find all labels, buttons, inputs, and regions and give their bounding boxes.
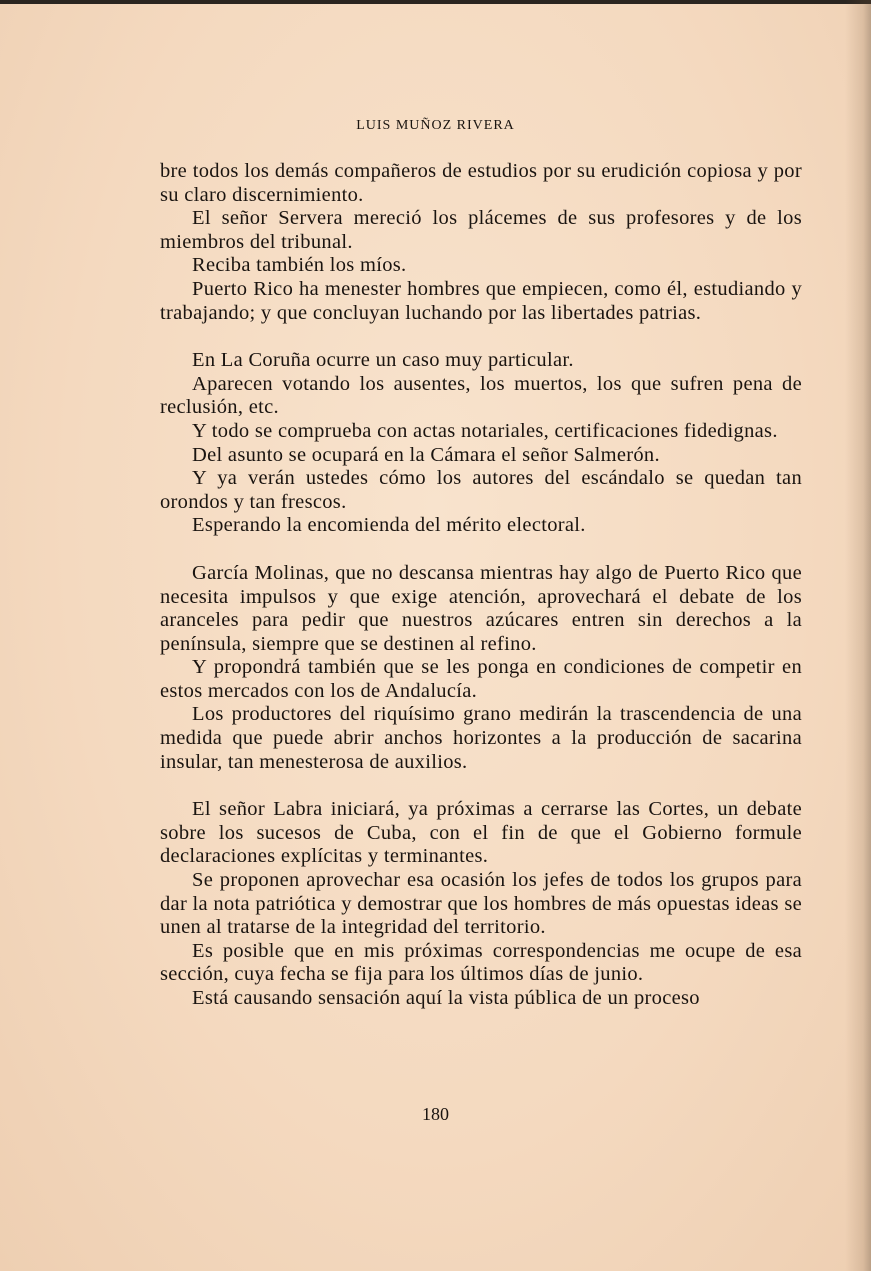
paragraph: Esperando la encomienda del mérito electoral. xyxy=(192,514,586,537)
paragraph: Aparecen votando los ausentes, los muertos, los que sufren pena de reclusión, etc. xyxy=(160,372,802,419)
paragraph: Reciba también los míos. xyxy=(192,254,407,277)
paragraph: bre todos los demás compañeros de estudios por su erudición copiosa y por su claro discernimiento. xyxy=(160,160,802,206)
paragraph: Se proponen aprovechar esa ocasión los jefes de todos los grupos para dar la nota patriótica y demostrar que los hombres de más opuestas ideas se unen al tratarse de la integridad del territorio. xyxy=(160,869,802,939)
running-head: LUIS MUÑOZ RIVERA xyxy=(356,118,515,133)
paragraph: En La Coruña ocurre un caso muy particular. xyxy=(192,349,574,372)
page-number: 180 xyxy=(422,1104,449,1124)
paragraph: El señor Labra iniciará, ya próximas a cerrarse las Cortes, un debate sobre los sucesos de Cuba, con el fin de que el Gobierno formule declaraciones explícitas y terminantes. xyxy=(160,798,802,868)
paragraph: Y todo se comprueba con actas notariales, certificaciones fidedignas. xyxy=(192,419,778,442)
body-text xyxy=(160,160,802,1011)
paragraph: El señor Servera mereció los plácemes de sus profesores y de los miembros del tribunal. xyxy=(160,207,802,253)
paragraph: Puerto Rico ha menester hombres que empiecen, como él, estudiando y trabajando; y que concluyan luchando por las libertades patrias. xyxy=(160,277,802,324)
paragraph: Del asunto se ocupará en la Cámara el señor Salmerón. xyxy=(192,443,660,466)
page-right-edge-shadow xyxy=(845,0,871,1271)
paragraph: Está causando sensación aquí la vista pública de un proceso xyxy=(192,987,700,1009)
paragraph: Y ya verán ustedes cómo los autores del escándalo se quedan tan orondos y tan frescos. xyxy=(160,467,802,513)
paragraph: Es posible que en mis próximas correspondencias me ocupe de esa sección, cuya fecha se fija para los últimos días de junio. xyxy=(160,939,802,986)
paragraph: García Molinas, que no descansa mientras hay algo de Puerto Rico que necesita impulsos y que exige atención, aprovechará el debate de los aranceles para pedir que nuestros azúcares entren sin derechos a la península, siempre que se destinen al refino. xyxy=(160,561,802,655)
paragraph: Los productores del riquísimo grano medirán la trascendencia de una medida que puede abrir anchos horizontes a la producción de sacarina insular, tan menesterosa de auxilios. xyxy=(160,703,802,773)
page-top-edge xyxy=(0,0,871,4)
paragraph: Y propondrá también que se les ponga en condiciones de competir en estos mercados con los de Andalucía. xyxy=(160,656,802,702)
